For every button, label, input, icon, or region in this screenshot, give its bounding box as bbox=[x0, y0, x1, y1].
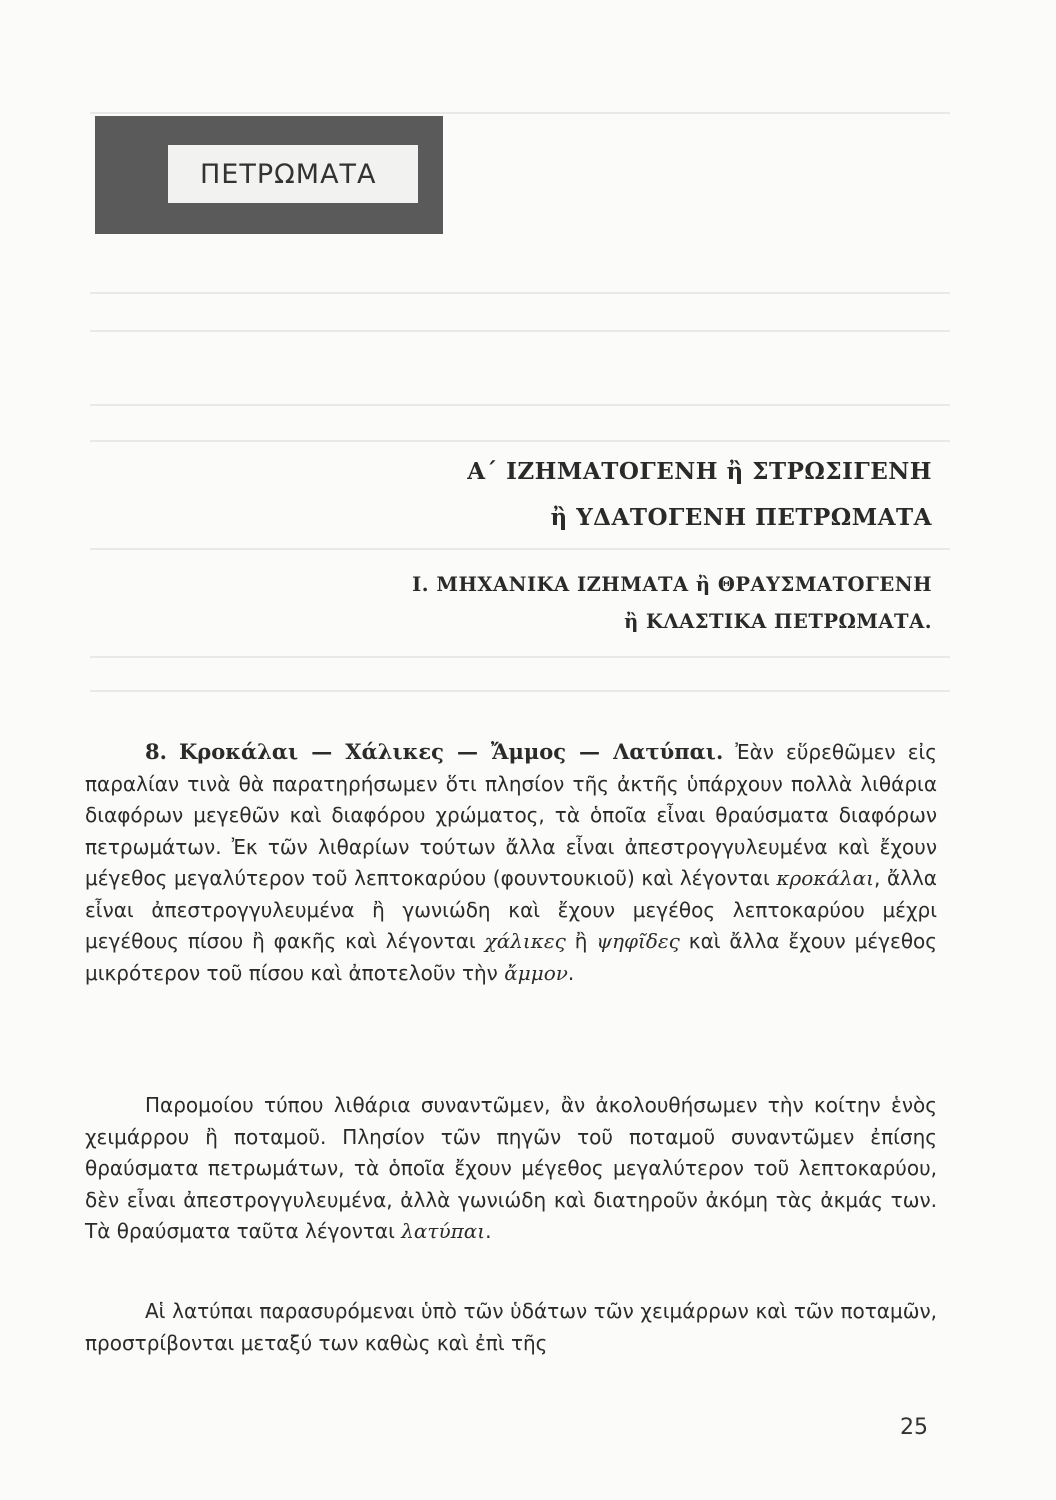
term-krokalai: κροκάλαι bbox=[776, 866, 874, 890]
show-through-line bbox=[90, 548, 950, 550]
paragraph-text: καὶ ἄλλα ἔχουν μέγεθος μικρότερον τοῦ πίσου καὶ ἀποτελοῦν τὴν bbox=[85, 929, 938, 985]
show-through-line bbox=[90, 404, 950, 406]
chapter-heading-line1: Α΄ ΙΖΗΜΑΤΟΓΕΝΗ ἢ ΣΤΡΩΣΙΓΕΝΗ bbox=[467, 458, 932, 485]
show-through-line bbox=[90, 112, 950, 114]
paragraph-text: Παρομοίου τύπου λιθάρια συναντῶμεν, ἂν ἀκολουθήσωμεν τὴν κοίτην ἑνὸς χειμάρρου ἢ ποταμοῦ. Πλησίον τῶν πηγῶν τοῦ ποταμοῦ συναντῶμεν ἐπίσης θραύσματα πετρωμάτων, τὰ ὁποῖα ἔχουν μέγεθος μεγαλύτερον τοῦ λεπτοκαρύου, δὲν εἶναι ἀπεστρογγυλευμένα, ἀλλὰ γωνιώδη καὶ διατηροῦν ἀκόμη τὰς ἀκμάς των. Τὰ θραύσματα ταῦτα λέγονται bbox=[85, 1093, 937, 1243]
paragraph-text: . bbox=[485, 1219, 492, 1243]
chapter-heading-line2: ἢ ΥΔΑΤΟΓΕΝΗ ΠΕΤΡΩΜΑΤΑ bbox=[550, 504, 932, 531]
term-ammos: ἄμμον bbox=[504, 960, 568, 985]
term-psifides: ψηφῖδες bbox=[596, 929, 680, 953]
paragraph-text: ἢ bbox=[574, 929, 588, 953]
paragraph-number: 8. bbox=[145, 739, 167, 764]
page-number: 25 bbox=[900, 1415, 928, 1440]
show-through-line bbox=[90, 690, 950, 692]
show-through-line bbox=[90, 440, 950, 442]
paragraph-text: Ἐὰν εὕρεθῶμεν εἰς παραλίαν τινὰ θὰ παρατηρήσωμεν ὅτι πλησίον τῆς ἀκτῆς ὑπάρχουν πολλὰ λιθάρια διαφόρων μεγεθῶν καὶ διαφόρου χρώματος, τὰ ὁποῖα εἶναι θραύσματα διαφόρων πετρωμάτων. Ἐκ τῶν λιθαρίων τούτων ἄλλα εἶναι ἀπεστρογγυλευμένα καὶ ἔχουν μέγεθος μεγαλύτερον τοῦ λεπτοκαρύου (φουντουκιοῦ) καὶ λέγονται bbox=[85, 740, 938, 890]
paragraph-2 bbox=[85, 1090, 937, 1248]
show-through-line bbox=[90, 292, 950, 294]
paragraph-text: Αἱ λατύπαι παρασυρόμεναι ὑπὸ τῶν ὑδάτων τῶν χειμάρρων καὶ τῶν ποταμῶν, προστρίβονται μεταξύ των καθὼς καὶ ἐπὶ τῆς bbox=[85, 1299, 937, 1355]
section-heading-line2: ἢ ΚΛΑΣΤΙΚΑ ΠΕΤΡΩΜΑΤΑ. bbox=[624, 610, 932, 633]
show-through-line bbox=[90, 330, 950, 332]
section-tab-label: ΠΕΤΡΩΜΑΤΑ bbox=[168, 145, 418, 203]
paragraph-3 bbox=[85, 1296, 937, 1359]
paragraph-title: Κροκάλαι — Χάλικες — Ἄμμος — Λατύπαι. bbox=[179, 739, 724, 764]
section-heading-line1: Ι. ΜΗΧΑΝΙΚΑ ΙΖΗΜΑΤΑ ἢ ΘΡΑΥΣΜΑΤΟΓΕΝΗ bbox=[412, 573, 932, 596]
paragraph-text: , ἄλλα εἶναι ἀπεστρογγυλευμένα ἢ γωνιώδη καὶ ἔχουν μεγέθος λεπτοκαρύου μέχρι μεγέθους πίσου ἢ φακῆς καὶ λέγονται bbox=[85, 866, 937, 953]
term-latypai: λατύπαι bbox=[401, 1219, 486, 1243]
paragraph-text: . bbox=[567, 960, 575, 985]
term-chalikes: χάλικες bbox=[484, 929, 566, 953]
show-through-line bbox=[90, 656, 950, 658]
paragraph-1 bbox=[85, 736, 937, 989]
